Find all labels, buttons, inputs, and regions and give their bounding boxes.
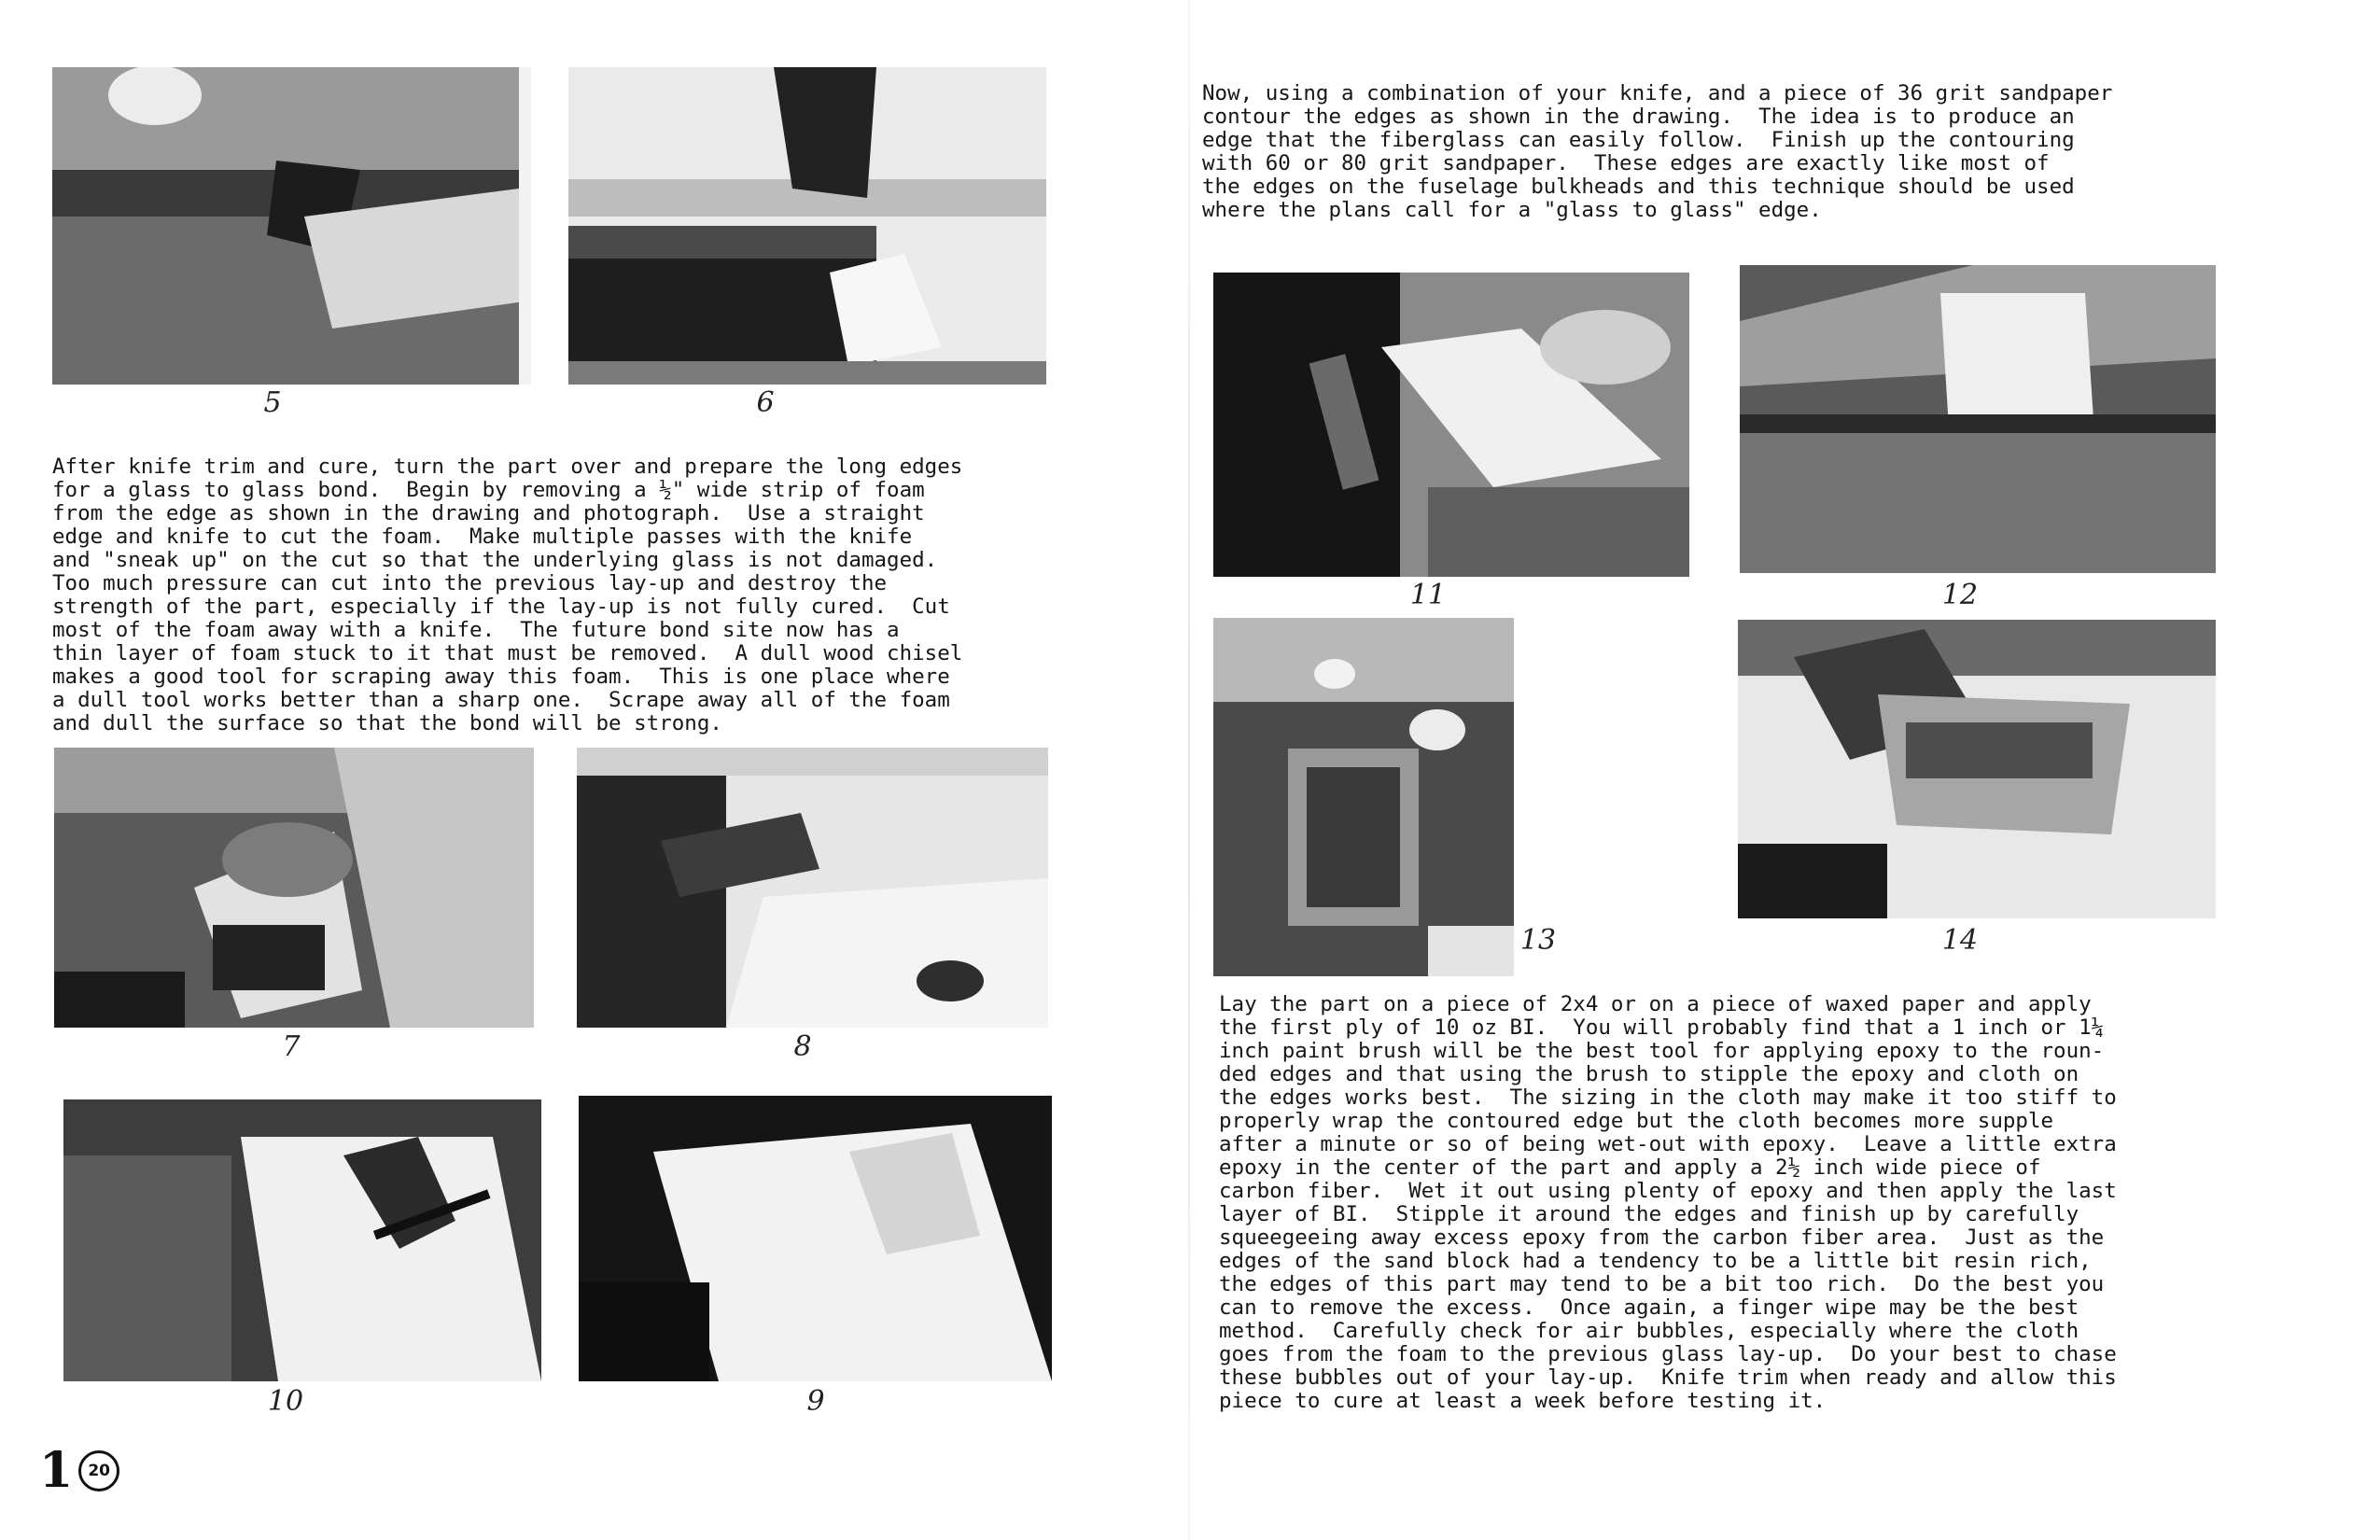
page-number: [39, 1442, 119, 1499]
left-body-line: thin layer of foam stuck to it that must be removed. A dull wood chisel: [52, 641, 963, 665]
right-body-line: can to remove the excess. Once again, a finger wipe may be the best: [1219, 1295, 2079, 1320]
right-intro-line: contour the edges as shown in the drawing. The idea is to produce an: [1202, 105, 2075, 129]
page-spine: [1188, 0, 1190, 1540]
right-body-line: properly wrap the contoured edge but the cloth becomes more supple: [1219, 1109, 2054, 1133]
photo-9: [579, 1096, 1052, 1381]
right-body-line: piece to cure at least a week before testing it.: [1219, 1389, 1827, 1413]
photo-11: [1213, 273, 1689, 577]
right-body-line: the edges works best. The sizing in the cloth may make it too stiff to: [1219, 1085, 2117, 1110]
left-body-line: from the edge as shown in the drawing and photograph. Use a straight: [52, 501, 925, 525]
photo-12: [1740, 265, 2216, 573]
right-body-line: these bubbles out of your lay-up. Knife trim when ready and allow this: [1219, 1365, 2117, 1390]
right-intro-line: where the plans call for a "glass to glass" edge.: [1202, 198, 1822, 222]
photo-7-caption: 7: [282, 1030, 301, 1063]
left-body-line: Too much pressure can cut into the previous lay-up and destroy the: [52, 571, 888, 595]
photo-9-caption: 9: [806, 1385, 825, 1418]
photo-10: [63, 1099, 541, 1381]
left-body-line: makes a good tool for scraping away this foam. This is one place where: [52, 665, 950, 689]
right-body-line: goes from the foam to the previous glass lay-up. Do your best to chase: [1219, 1342, 2117, 1366]
right-body-line: inch paint brush will be the best tool for applying epoxy to the roun-: [1219, 1039, 2105, 1063]
right-body-line: epoxy in the center of the part and apply a 2½ inch wide piece of: [1219, 1155, 2041, 1180]
left-body-line: edge and knife to cut the foam. Make multiple passes with the knife: [52, 525, 913, 549]
left-body-line: a dull tool works better than a sharp one. Scrape away all of the foam: [52, 688, 950, 712]
left-body-line: and "sneak up" on the cut so that the underlying glass is not damaged.: [52, 548, 938, 572]
photo-14: [1738, 620, 2216, 918]
left-body-line: most of the foam away with a knife. The future bond site now has a: [52, 618, 900, 642]
right-intro-text: [1202, 82, 2112, 222]
photo-10-caption: 10: [267, 1385, 304, 1418]
right-intro-line: Now, using a combination of your knife, and a piece of 36 grit sandpaper: [1202, 81, 2113, 105]
right-body-line: the first ply of 10 oz BI. You will probably find that a 1 inch or 1¼: [1219, 1015, 2105, 1040]
photo-6-caption: 6: [756, 386, 775, 419]
photo-8-caption: 8: [793, 1030, 812, 1063]
right-body-line: edges of the sand block had a tendency to be a little bit resin rich,: [1219, 1249, 2092, 1273]
photo-11-caption: 11: [1409, 579, 1447, 611]
right-intro-line: edge that the fiberglass can easily follow. Finish up the contouring: [1202, 128, 2075, 152]
page-number-main: 1: [39, 1442, 74, 1499]
left-body-line: for a glass to glass bond. Begin by removing a ½" wide strip of foam: [52, 478, 925, 502]
photo-12-caption: 12: [1941, 579, 1979, 611]
right-body-line: squeegeeing away excess epoxy from the carbon fiber area. Just as the: [1219, 1225, 2105, 1250]
right-body-line: layer of BI. Stipple it around the edges and finish up by carefully: [1219, 1202, 2079, 1226]
photo-14-caption: 14: [1941, 924, 1979, 957]
right-body-line: after a minute or so of being wet-out with epoxy. Leave a little extra: [1219, 1132, 2117, 1156]
right-intro-line: with 60 or 80 grit sandpaper. These edges are exactly like most of: [1202, 151, 2050, 175]
right-body-line: method. Carefully check for air bubbles, especially where the cloth: [1219, 1319, 2079, 1343]
left-body-line: and dull the surface so that the bond will be strong.: [52, 711, 722, 735]
left-body-line: After knife trim and cure, turn the part over and prepare the long edges: [52, 455, 963, 479]
photo-13: [1213, 618, 1514, 976]
left-body-text: [52, 455, 962, 735]
right-body-line: Lay the part on a piece of 2x4 or on a piece of waxed paper and apply: [1219, 992, 2092, 1016]
photo-8: [577, 748, 1048, 1028]
right-body-line: carbon fiber. Wet it out using plenty of epoxy and then apply the last: [1219, 1179, 2117, 1203]
photo-5: [52, 67, 531, 385]
right-body-line: ded edges and that using the brush to stipple the epoxy and cloth on: [1219, 1062, 2079, 1086]
right-intro-line: the edges on the fuselage bulkheads and this technique should be used: [1202, 175, 2075, 199]
photo-13-caption: 13: [1519, 924, 1557, 957]
right-body-text: [1219, 993, 2117, 1413]
issue-number-badge: 20: [78, 1450, 119, 1491]
photo-6: [568, 67, 1046, 385]
photo-7: [54, 748, 534, 1028]
left-body-line: strength of the part, especially if the lay-up is not fully cured. Cut: [52, 595, 950, 619]
photo-5-caption: 5: [263, 386, 282, 419]
right-body-line: the edges of this part may tend to be a bit too rich. Do the best you: [1219, 1272, 2105, 1296]
